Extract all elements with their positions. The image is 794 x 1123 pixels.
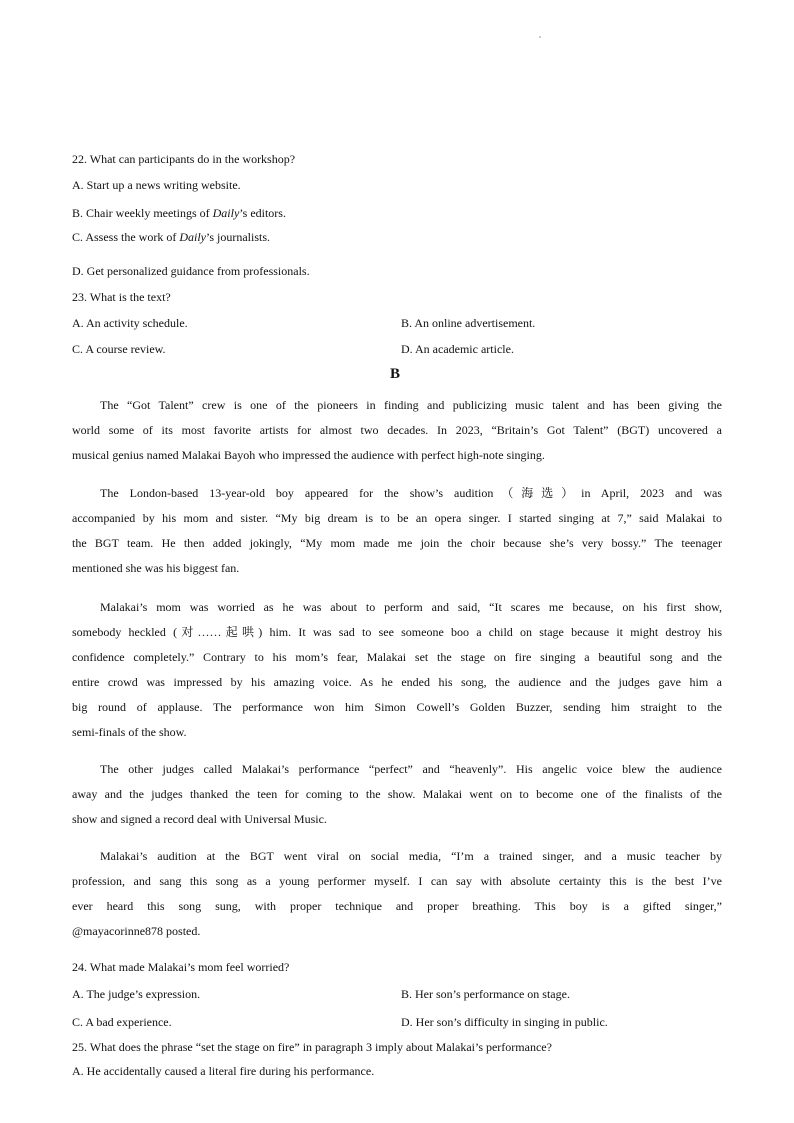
question-23-option-c: C. A course review. xyxy=(72,342,166,356)
question-23-option-b: B. An online advertisement. xyxy=(401,316,536,330)
passage-line: The other judges called Malakai’s performance “perfect” and “heavenly”. His angelic voice blew the audience xyxy=(100,762,722,776)
passage-paragraph xyxy=(72,481,722,581)
question-25-option-a: A. He accidentally caused a literal fire during his performance. xyxy=(72,1064,375,1078)
passage-line: mentioned she was his biggest fan. xyxy=(72,561,240,575)
section-heading: B xyxy=(390,366,401,382)
question-23-option-d: D. An academic article. xyxy=(401,342,514,356)
passage-line: world some of its most favorite artists for almost two decades. In 2023, “Britain’s Got Talent” (BGT) uncovered a xyxy=(72,423,722,437)
passage-line: semi-finals of the show. xyxy=(72,725,187,739)
passage-paragraph xyxy=(72,757,722,832)
passage-line: Malakai’s audition at the BGT went viral on social media, “I’m a trained singer, and a music teacher by xyxy=(100,849,722,863)
passage-line: away and the judges thanked the teen for coming to the show. Malakai went on to become one of the finalists of the xyxy=(72,787,722,801)
passage-paragraph xyxy=(72,844,722,944)
question-24-option-c: C. A bad experience. xyxy=(72,1015,172,1029)
question-24-stem: 24. What made Malakai’s mom feel worried? xyxy=(72,960,290,974)
option-b-text: B. Chair weekly meetings of xyxy=(72,206,213,220)
passage-line: accompanied by his mom and sister. “My big dream is to be an opera singer. I started singing at 7,” said Malakai to xyxy=(72,511,722,525)
question-22-option-c xyxy=(72,230,270,245)
passage-line: The London-based 13-year-old boy appeared for the show’s audition（海选）in April, 2023 and was xyxy=(100,486,722,500)
option-c-italic: Daily xyxy=(179,230,207,244)
passage-paragraph xyxy=(72,393,722,468)
question-23-option-a: A. An activity schedule. xyxy=(72,316,188,330)
passage-line: The “Got Talent” crew is one of the pioneers in finding and publicizing music talent and has been giving the xyxy=(100,398,722,412)
question-24-option-b: B. Her son’s performance on stage. xyxy=(401,987,570,1001)
question-24-option-a: A. The judge’s expression. xyxy=(72,987,201,1001)
question-22-option-a: A. Start up a news writing website. xyxy=(72,178,241,192)
question-23-stem: 23. What is the text? xyxy=(72,290,171,304)
passage-line: big round of applause. The performance won him Simon Cowell’s Golden Buzzer, sending him straight to the xyxy=(72,700,722,714)
question-22-option-b xyxy=(72,206,286,221)
passage-line: the BGT team. He then added jokingly, “My mom made me join the choir because she’s very bossy.” The teenager xyxy=(72,536,722,550)
passage-line: @mayacorinne878 posted. xyxy=(72,924,201,938)
option-c-text-end: ’s journalists. xyxy=(206,230,271,244)
question-22-option-d: D. Get personalized guidance from professionals. xyxy=(72,264,310,278)
page-mark xyxy=(539,36,541,38)
passage-line: profession, and sang this song as a young performer myself. I can say with absolute certainty this is the best I’ve xyxy=(72,874,722,888)
passage-line: entire crowd was impressed by his amazing voice. As he ended his song, the audience and the judges gave him a xyxy=(72,675,722,689)
passage-line: musical genius named Malakai Bayoh who impressed the audience with perfect high-note singing. xyxy=(72,448,545,462)
passage-line: show and signed a record deal with Universal Music. xyxy=(72,812,327,826)
option-c-text: C. Assess the work of xyxy=(72,230,180,244)
passage-paragraph xyxy=(72,595,722,745)
passage-line: somebody heckled (对……起哄) him. It was sad to see someone boo a child on stage because it might destroy his xyxy=(72,625,722,639)
passage-line: confidence completely.” Contrary to his mom’s fear, Malakai set the stage on fire singing a beautiful song and the xyxy=(72,650,722,664)
passage-line: Malakai’s mom was worried as he was about to perform and said, “It scares me because, on his first show, xyxy=(100,600,722,614)
question-24-option-d: D. Her son’s difficulty in singing in public. xyxy=(401,1015,608,1029)
passage-line: ever heard this song sung, with proper technique and proper breathing. This boy is a gifted singer,” xyxy=(72,899,722,913)
question-25-stem: 25. What does the phrase “set the stage on fire” in paragraph 3 imply about Malakai’s performance? xyxy=(72,1040,552,1054)
question-22-stem: 22. What can participants do in the workshop? xyxy=(72,152,296,166)
option-b-text-end: ’s editors. xyxy=(239,206,286,220)
option-b-italic: Daily xyxy=(212,206,240,220)
